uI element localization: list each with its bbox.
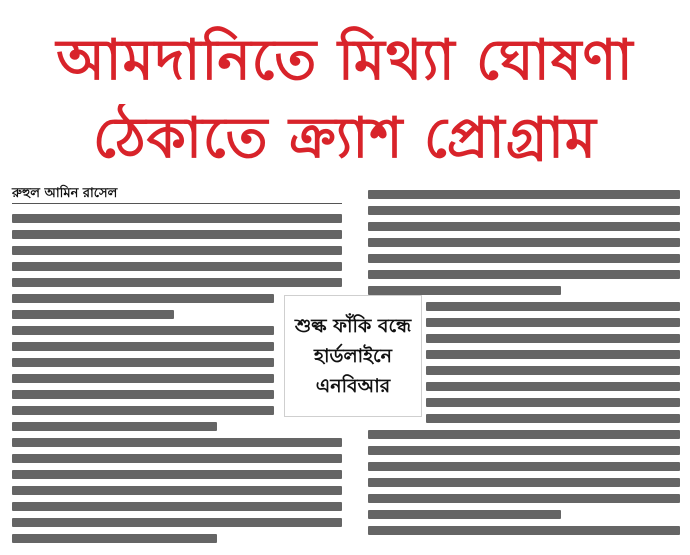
text-line-placeholder <box>12 230 342 239</box>
text-line-placeholder <box>12 406 274 415</box>
text-line-placeholder <box>368 190 680 199</box>
text-line-placeholder <box>12 310 174 319</box>
text-line-placeholder <box>426 398 680 407</box>
text-line-placeholder <box>368 270 680 279</box>
text-line-placeholder <box>12 342 274 351</box>
text-line-placeholder <box>12 534 217 543</box>
pull-quote-line-2: হার্ডলাইনে <box>313 345 392 367</box>
text-line-placeholder <box>426 318 680 327</box>
text-line-placeholder <box>426 334 680 343</box>
text-line-placeholder <box>368 478 680 487</box>
text-line-placeholder <box>12 390 274 399</box>
pull-quote-box <box>284 295 422 417</box>
byline: রুহুল আমিন রাসেল <box>12 186 118 201</box>
text-line-placeholder <box>12 502 342 511</box>
text-line-placeholder <box>426 382 680 391</box>
text-line-placeholder <box>426 350 680 359</box>
text-line-placeholder <box>368 462 680 471</box>
text-line-placeholder <box>426 414 680 423</box>
pull-quote-line-1: শুল্ক ফাঁকি বন্ধে <box>294 315 412 337</box>
text-line-placeholder <box>368 430 680 439</box>
text-line-placeholder <box>368 238 680 247</box>
text-line-placeholder <box>12 518 342 527</box>
text-line-placeholder <box>368 206 680 215</box>
text-line-placeholder <box>12 278 342 287</box>
text-line-placeholder <box>368 494 680 503</box>
text-line-placeholder <box>368 526 680 535</box>
text-line-placeholder <box>12 358 274 367</box>
headline-line-1: আমদানিতে মিথ্যা ঘোষণা <box>56 28 634 93</box>
text-line-placeholder <box>12 374 274 383</box>
text-line-placeholder <box>426 366 680 375</box>
text-line-placeholder <box>12 438 342 447</box>
text-line-placeholder <box>12 422 217 431</box>
text-line-placeholder <box>12 262 342 271</box>
text-line-placeholder <box>368 254 680 263</box>
byline-divider <box>12 203 342 204</box>
text-line-placeholder <box>12 486 342 495</box>
text-line-placeholder <box>368 446 680 455</box>
text-line-placeholder <box>12 326 274 335</box>
text-line-placeholder <box>368 286 561 295</box>
text-line-placeholder <box>12 454 342 463</box>
headline-line-2: ঠেকাতে ক্র্যাশ প্রোগ্রাম <box>92 106 598 171</box>
text-line-placeholder <box>12 214 342 223</box>
text-line-placeholder <box>12 246 342 255</box>
pull-quote-line-3: এনবিআর <box>315 375 391 397</box>
text-line-placeholder <box>426 302 680 311</box>
text-line-placeholder <box>12 294 274 303</box>
text-line-placeholder <box>12 470 342 479</box>
text-line-placeholder <box>368 222 680 231</box>
text-line-placeholder <box>368 510 561 519</box>
